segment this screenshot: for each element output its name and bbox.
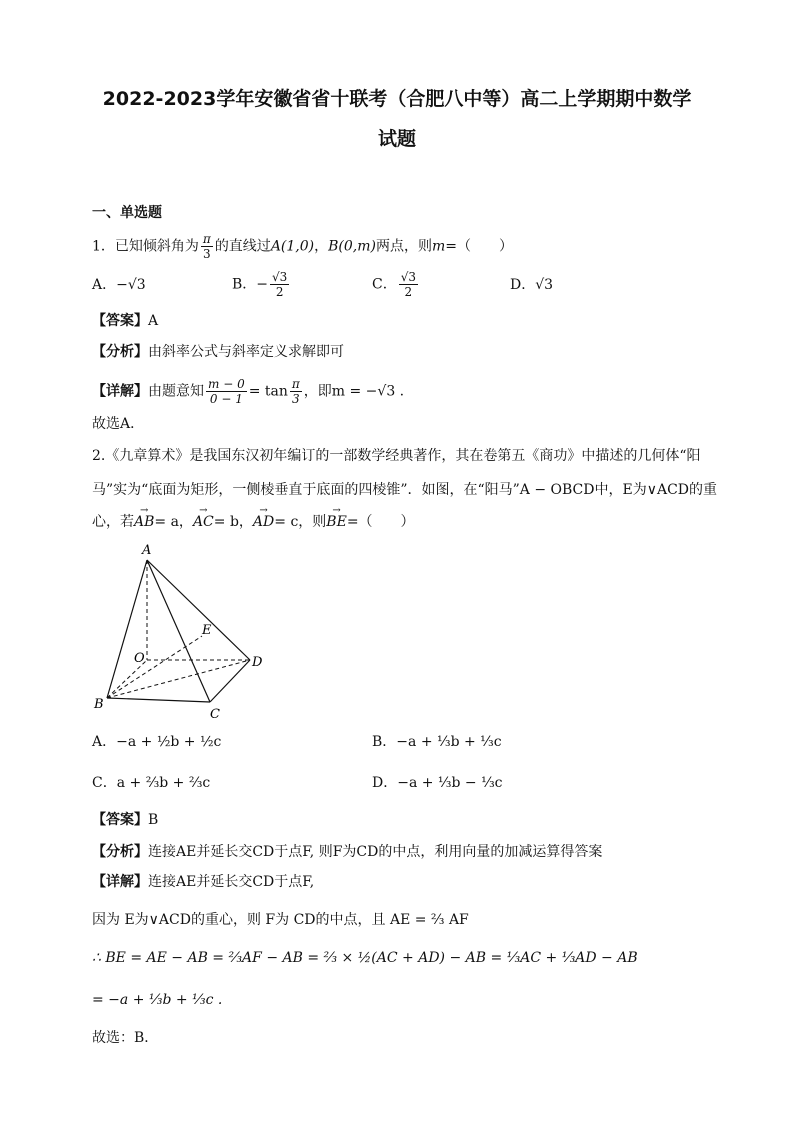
q2-stem-line3: 心，若→ AB= a，→ AC= b，→ AD= c，则→ BE=（ ） [92,512,415,532]
q1-answer: 【答案】A [92,313,159,329]
q1-detail: 【详解】由题意知 $\frac{m - 0}{0 - 1}$ = tan $\frac{\pi}{3}$ ，即m = −√3 . [92,377,405,406]
pyramid-figure [92,540,272,720]
q2-conclusion: 故选：B． [92,1030,159,1046]
label-b: B [94,697,104,712]
document-title-continued: 试题 [377,128,416,150]
q2-option-b: B．−a + ⅓b + ⅓c [372,734,502,750]
edge-cd [210,660,250,702]
q1-angle-fraction: $\frac{\pi}{3}$ [202,232,211,261]
q1-option-a: A．−√3 [92,277,146,293]
q2-detail-line3: ∴ BE = AE − AB = ⅔AF − AB = ⅔ × ½(AC + AD) − AB = ⅓AC + ⅓AD − AB [92,950,638,966]
q2-stem-line2: 马”实为“底面为矩形，一侧棱垂直于底面的四棱锥”．如图，在“阳马”A − OBCD中，E为∨ACD的重 [92,482,718,498]
label-d: D [252,655,263,670]
q1-stem: 1．已知倾斜角为 $\frac{\pi}{3}$ 的直线过A(1,0)，B(0,m)两点，则m=（ ） [92,232,513,261]
edge-ab [107,560,147,698]
q2-option-c: C．a + ⅔b + ⅔c [92,775,211,791]
q2-option-d: D．−a + ⅓b − ⅓c [372,775,503,791]
q1-conclusion: 故选A． [92,416,145,432]
q1-option-c: C． $\frac{√3}{2}$ [372,270,416,299]
q2-answer: 【答案】B [92,812,159,828]
edge-bd [107,660,250,698]
q2-option-a: A．−a + ½b + ½c [92,734,222,750]
label-o: O [134,651,145,666]
edge-ad [147,560,250,660]
q2-detail-line1: 【详解】连接AE并延长交CD于点F, [92,874,315,890]
edge-ac [147,560,210,702]
q2-detail-line2: 因为 E为∨ACD的重心，则 F为 CD的中点，且 AE = ⅔ AF [92,912,469,928]
q1-option-b: B．− $\frac{√3}{2}$ [232,270,288,299]
label-a: A [142,543,152,558]
q2-detail-line4: = −a + ⅓b + ⅓c . [92,992,223,1008]
section-heading: 一、单选题 [92,205,162,221]
q1-option-d: D．√3 [510,277,554,293]
document-title: 2022-2023学年安徽省省十联考（合肥八中等）高二上学期期中数学 [102,88,692,110]
label-e: E [202,623,212,638]
q2-stem-line1: 2.《九章算术》是我国东汉初年编订的一部数学经典著作，其在卷第五《商功》中描述的几何体“阳 [92,448,701,464]
edge-bc [107,698,210,702]
q1-analysis: 【分析】由斜率公式与斜率定义求解即可 [92,344,344,360]
label-c: C [210,707,220,720]
q2-analysis: 【分析】连接AE并延长交CD于点F, 则F为CD的中点，利用向量的加减运算得答案 [92,844,603,860]
segment-be [107,636,202,698]
